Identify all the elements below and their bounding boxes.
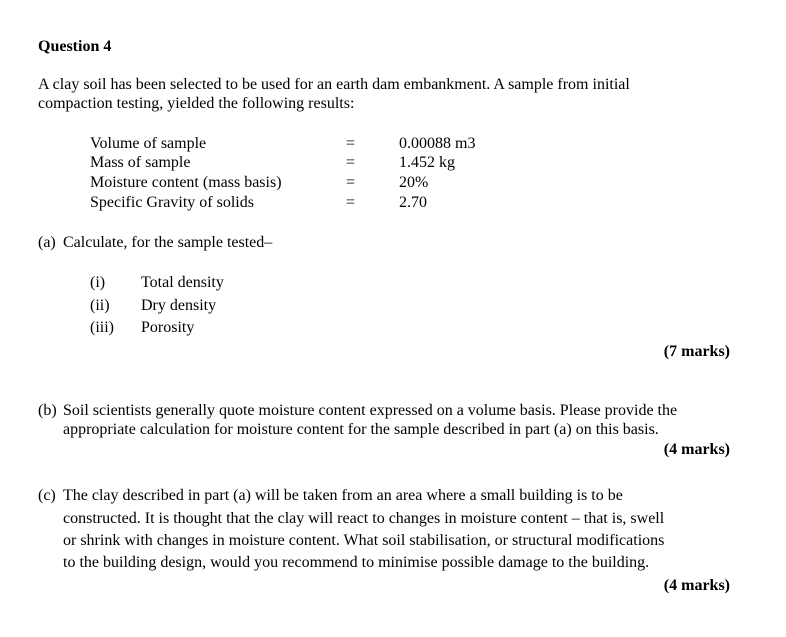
result-value: 1.452 kg — [399, 154, 455, 171]
result-value: 20% — [399, 174, 429, 191]
part-c-line-4: to the building design, would you recommend to minimise possible damage to the building. — [63, 554, 650, 571]
part-a-item-text: Dry density — [141, 297, 217, 314]
part-a-text: Calculate, for the sample tested– — [63, 234, 273, 251]
result-equals: = — [346, 194, 356, 211]
part-b-label: (b) — [38, 402, 57, 419]
result-label: Volume of sample — [90, 135, 207, 152]
part-c-label: (c) — [38, 487, 56, 504]
question-heading: Question 4 — [38, 38, 112, 55]
part-a-item-num: (iii) — [90, 319, 114, 336]
part-a-item-text: Porosity — [141, 319, 195, 336]
result-label: Specific Gravity of solids — [90, 194, 254, 211]
result-equals: = — [346, 135, 356, 152]
result-value: 0.00088 m3 — [399, 135, 476, 152]
part-a-label: (a) — [38, 234, 56, 251]
part-a-item-num: (ii) — [90, 297, 110, 314]
intro-line-2: compaction testing, yielded the following results: — [38, 95, 355, 112]
part-c-line-3: or shrink with changes in moisture content. What soil stabilisation, or structural modifications — [63, 532, 665, 549]
part-a-marks: (7 marks) — [663, 343, 730, 360]
part-b-marks: (4 marks) — [663, 441, 730, 458]
part-b-line-2: appropriate calculation for moisture content for the sample described in part (a) on this basis. — [63, 421, 659, 438]
result-label: Mass of sample — [90, 154, 191, 171]
part-b-line-1: Soil scientists generally quote moisture content expressed on a volume basis. Please provide the — [63, 402, 678, 419]
intro-line-1: A clay soil has been selected to be used for an earth dam embankment. A sample from initial — [38, 76, 630, 93]
result-equals: = — [346, 154, 356, 171]
result-equals: = — [346, 174, 356, 191]
result-value: 2.70 — [399, 194, 427, 211]
part-a-item-num: (i) — [90, 274, 106, 291]
part-a-item-text: Total density — [141, 274, 224, 291]
part-c-line-2: constructed. It is thought that the clay will react to changes in moisture content – that is, swell — [63, 510, 665, 527]
result-label: Moisture content (mass basis) — [90, 174, 282, 191]
part-c-marks: (4 marks) — [663, 577, 730, 594]
part-c-line-1: The clay described in part (a) will be taken from an area where a small building is to be — [63, 487, 623, 504]
